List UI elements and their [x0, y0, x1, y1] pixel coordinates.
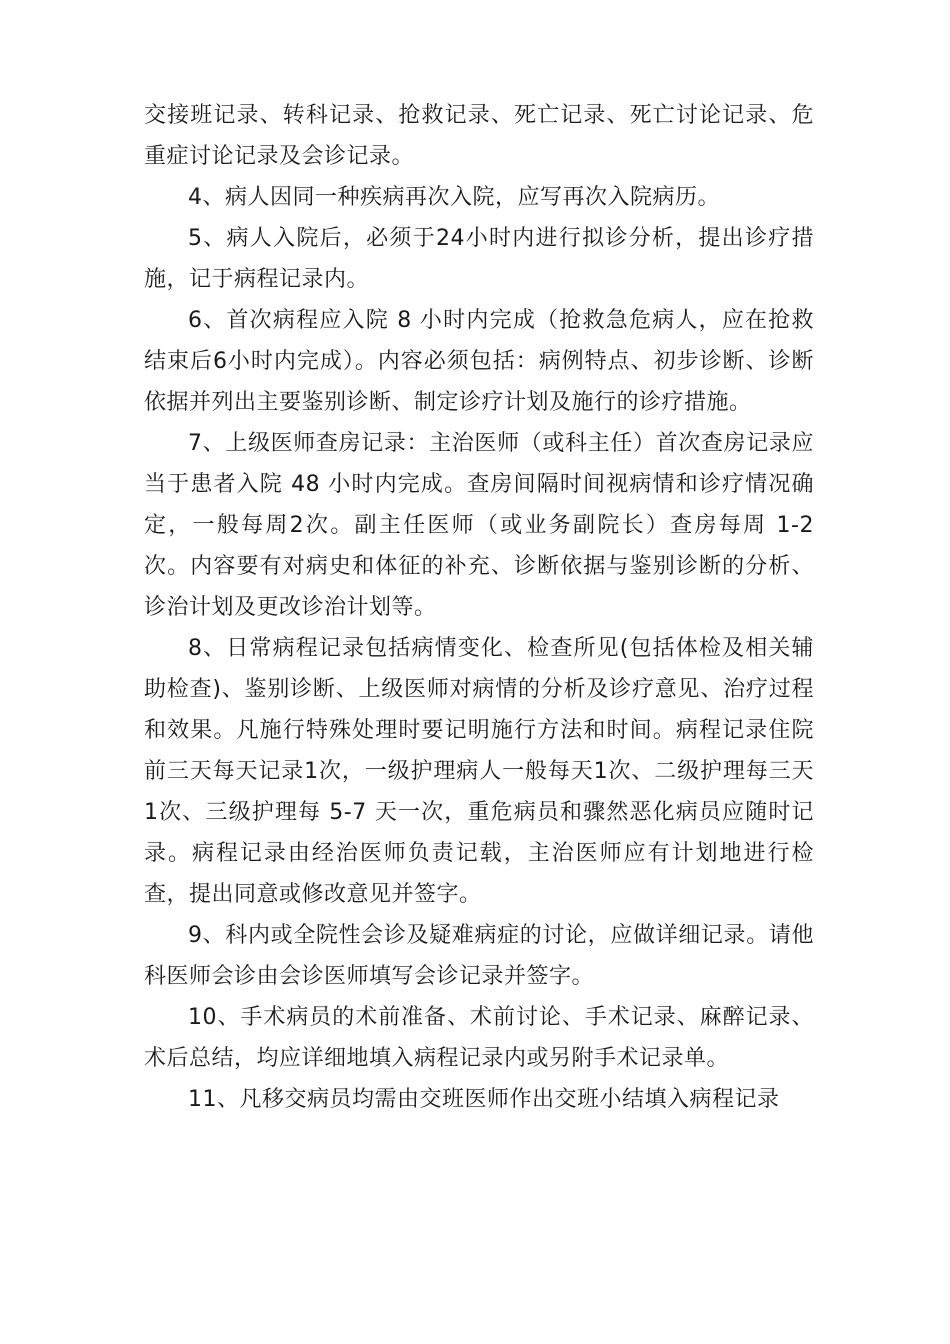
paragraph-item-10: 10、手术病员的术前准备、术前讨论、手术记录、麻醉记录、术后总结，均应详细地填入病程记录内或另附手术记录单。: [144, 1005, 814, 1071]
paragraph-item-5: 5、病人入院后，必须于24小时内进行拟诊分析，提出诊疗措施，记于病程记录内。: [144, 226, 814, 292]
paragraph-continuation: 交接班记录、转科记录、抢救记录、死亡记录、死亡讨论记录、危重症讨论记录及会诊记录。: [144, 103, 814, 169]
paragraph-item-7: 7、上级医师查房记录：主治医师（或科主任）首次查房记录应当于患者入院 48 小时内完成。查房间隔时间视病情和诊疗情况确定，一般每周2次。副主任医师（或业务副院长）查房每周 1-2 次。内容要有对病史和体征的补充、诊断依据与鉴别诊断的分析、诊治计划及更改诊治计划等。: [144, 431, 814, 620]
paragraph-item-11: 11、凡移交病员均需由交班医师作出交班小结填入病程记录: [188, 1087, 780, 1112]
paragraph-item-9: 9、科内或全院性会诊及疑难病症的讨论，应做详细记录。请他科医师会诊由会诊医师填写会诊记录并签字。: [144, 923, 814, 989]
document-body: [144, 95, 814, 1120]
paragraph-item-8: 8、日常病程记录包括病情变化、检查所见(包括体检及相关辅助检查)、鉴别诊断、上级医师对病情的分析及诊疗意见、治疗过程和效果。凡施行特殊处理时要记明施行方法和时间。病程记录住院前三天每天记录1次，一级护理病人一般每天1次、二级护理每三天1次、三级护理每 5-7 天一次，重危病员和骤然恶化病员应随时记录。病程记录由经治医师负责记载，主治医师应有计划地进行检查，提出同意或修改意见并签字。: [144, 636, 814, 907]
paragraph-item-6: 6、首次病程应入院 8 小时内完成（抢救急危病人，应在抢救结束后6小时内完成）。内容必须包括：病例特点、初步诊断、诊断依据并列出主要鉴别诊断、制定诊疗计划及施行的诊疗措施。: [144, 308, 814, 415]
paragraph-item-4: 4、病人因同一种疾病再次入院，应写再次入院病历。: [188, 185, 720, 210]
